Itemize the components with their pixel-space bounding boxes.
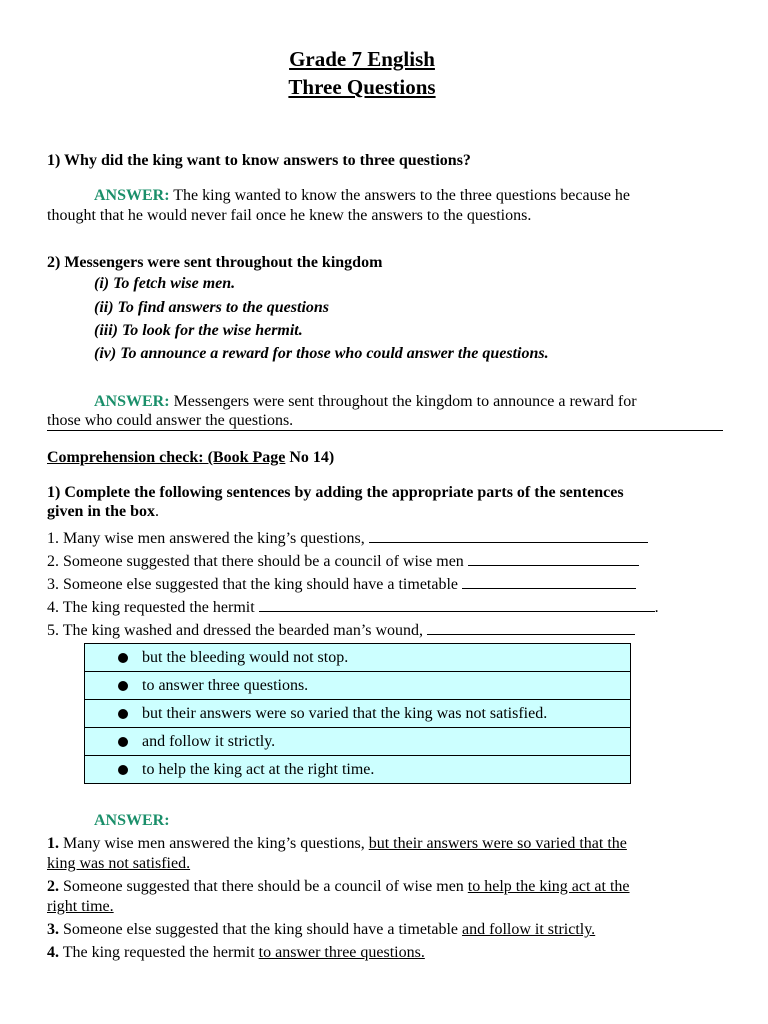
answer-blank[interactable] — [468, 553, 639, 566]
divider — [47, 430, 723, 431]
answer-1-text: The king wanted to know the answers to the three questions because he — [169, 187, 631, 204]
answer-item-4: 4. The king requested the hermit to answer three questions. — [47, 944, 425, 961]
question-1: 1) Why did the king want to know answers to three questions? — [47, 152, 471, 169]
bullet-icon — [118, 653, 128, 663]
answer-blank[interactable] — [369, 530, 648, 543]
answer-2-line1 — [94, 392, 637, 412]
option-iii: (iii) To look for the wise hermit. — [94, 322, 303, 339]
question-2: 2) Messengers were sent throughout the kingdom — [47, 254, 383, 271]
box-item: but their answers were so varied that the king was not satisfied. — [85, 700, 630, 728]
sentence-4: 4. The king requested the hermit . — [47, 599, 659, 616]
bullet-icon — [118, 709, 128, 719]
answers-label: ANSWER: — [94, 812, 170, 829]
bullet-icon — [118, 737, 128, 747]
answer-1-line1 — [94, 186, 630, 206]
bullet-icon — [118, 765, 128, 775]
box-item: to help the king act at the right time. — [85, 756, 630, 783]
answer-2-line2: those who could answer the questions. — [47, 412, 294, 429]
answer-item-3: 3. Someone else suggested that the king should have a timetable and follow it strictly. — [47, 921, 596, 938]
comprehension-heading: Comprehension check: (Book Page No 14) — [47, 449, 335, 466]
answer-item-2-cont: right time. — [47, 898, 114, 915]
document-title: Grade 7 English — [289, 47, 435, 71]
instruction-line2: given in the box. — [47, 503, 160, 520]
answer-label: ANSWER: — [94, 393, 170, 410]
answer-item-2: 2. Someone suggested that there should be a council of wise men to help the king act at the — [47, 878, 630, 895]
box-item: to answer three questions. — [85, 672, 630, 700]
box-item: but the bleeding would not stop. — [85, 644, 630, 672]
answer-2-text: Messengers were sent throughout the kingdom to announce a reward for — [169, 393, 637, 410]
sentence-2: 2. Someone suggested that there should be a council of wise men — [47, 552, 639, 572]
sentence-5: 5. The king washed and dressed the bearded man’s wound, — [47, 621, 635, 641]
answer-1-line2: thought that he would never fail once he knew the answers to the questions. — [47, 207, 532, 224]
answer-blank[interactable] — [259, 599, 655, 612]
answer-label: ANSWER: — [94, 187, 170, 204]
answer-item-1: 1. Many wise men answered the king’s questions, but their answers were so varied that the — [47, 835, 627, 852]
instruction-line1: 1) Complete the following sentences by adding the appropriate parts of the sentences — [47, 484, 624, 501]
answer-blank[interactable] — [462, 576, 636, 589]
sentence-1: 1. Many wise men answered the king’s questions, — [47, 529, 648, 549]
box-item: and follow it strictly. — [85, 728, 630, 756]
option-i: (i) To fetch wise men. — [94, 275, 236, 292]
sentence-3: 3. Someone else suggested that the king should have a timetable — [47, 575, 636, 595]
option-iv: (iv) To announce a reward for those who could answer the questions. — [94, 345, 549, 362]
bullet-icon — [118, 681, 128, 691]
answer-blank[interactable] — [427, 622, 635, 635]
document-subtitle: Three Questions — [288, 75, 436, 99]
option-ii: (ii) To find answers to the questions — [94, 299, 330, 316]
options-box — [84, 643, 631, 784]
answer-item-1-cont: king was not satisfied. — [47, 855, 191, 872]
